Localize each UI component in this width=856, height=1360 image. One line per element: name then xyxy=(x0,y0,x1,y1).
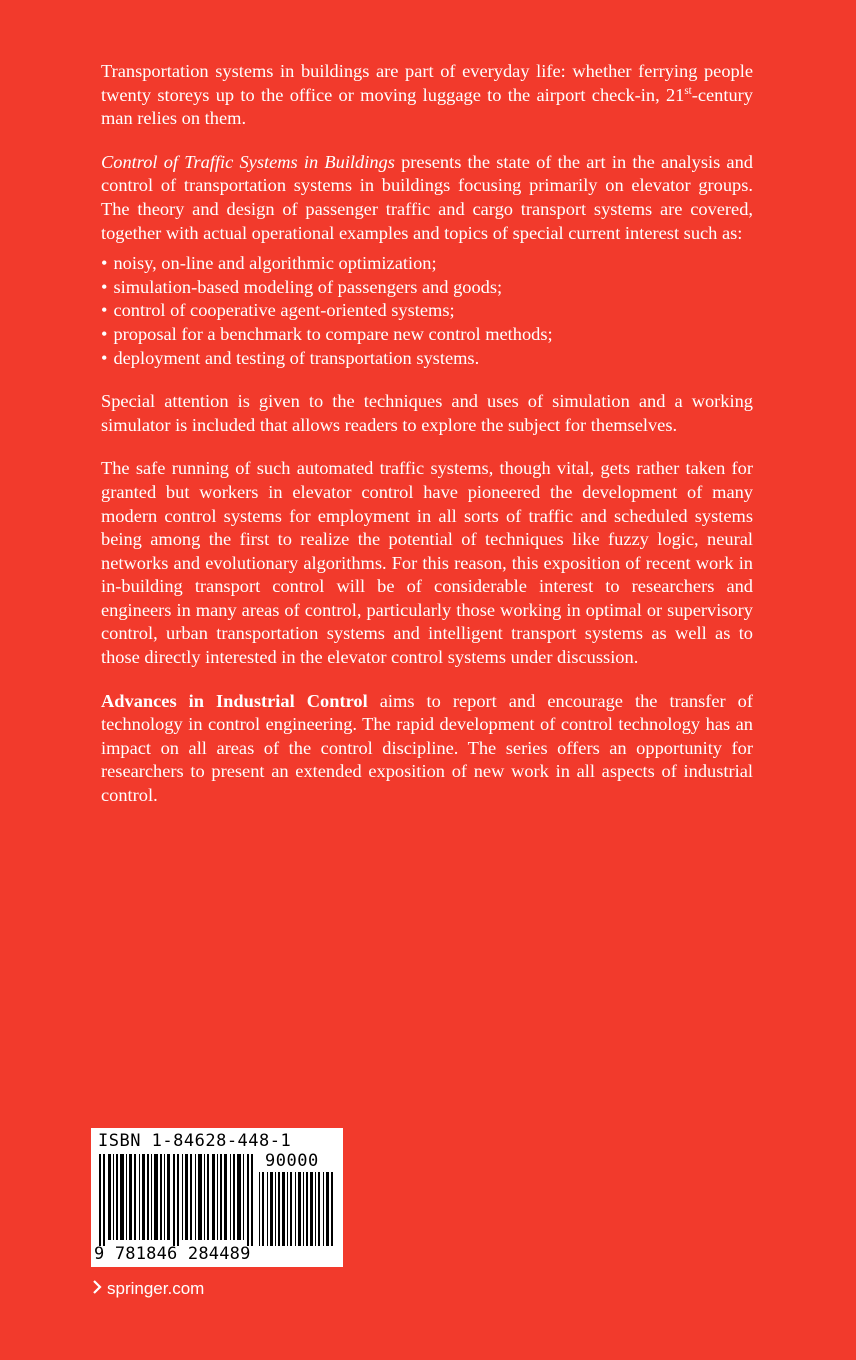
intro-paragraph: Transportation systems in buildings are part of everyday life: whether ferrying people twenty storeys up to the office or moving luggage to the airport check-in, 21st-century man relies on them. xyxy=(101,61,753,129)
addon-price-code: 90000 xyxy=(265,1151,319,1171)
list-item: • proposal for a benchmark to compare new control methods; xyxy=(101,323,553,344)
topics-list xyxy=(101,252,753,370)
summary-paragraph: Control of Traffic Systems in Buildings presents the state of the art in the analysis and control of transportation systems in buildings focusing primarily on elevator groups. The theory and design of passenger traffic and cargo transport systems are covered, together with actual operational examples and topics of special current interest such as: xyxy=(101,151,753,243)
list-item: • deployment and testing of transportation systems. xyxy=(101,347,480,368)
importance-paragraph: The safe running of such automated traffic systems, though vital, gets rather taken for granted but workers in elevator control have pioneered the development of many modern control systems for employment in all sorts of traffic and scheduled systems being among the first to realize the potential of techniques like fuzzy logic, neural networks and evolutionary algorithms. For this reason, this exposition of recent work in in-building transport control will be of considerable interest to researchers and engineers in many areas of control, particularly those working in optimal or supervisory control, urban transportation systems and intelligent transport systems as well as to those directly interested in the elevator control systems under discussion. xyxy=(101,458,753,668)
description xyxy=(101,60,753,828)
list-item: • control of cooperative agent-oriented systems; xyxy=(101,300,455,321)
list-item: • noisy, on-line and algorithmic optimization; xyxy=(101,253,437,274)
series-name: Advances in Industrial Control xyxy=(101,690,368,711)
chevron-right-icon xyxy=(92,1279,102,1299)
book-title: Control of Traffic Systems in Buildings xyxy=(101,151,395,172)
ean-number: 9 781846 284489 xyxy=(94,1244,251,1264)
list-item: • simulation-based modeling of passengers and goods; xyxy=(101,276,503,297)
isbn-label: ISBN 1-84628-448-1 xyxy=(98,1131,292,1151)
addon-bars xyxy=(259,1172,335,1246)
isbn-barcode xyxy=(91,1128,343,1267)
ean-bars xyxy=(99,1154,255,1246)
series-paragraph: Advances in Industrial Control aims to report and encourage the transfer of technology in control engineering. The rapid development of control technology has an impact on all areas of the control discipline. The series offers an opportunity for researchers to present an extended exposition of new work in all aspects of industrial control. xyxy=(101,690,753,806)
publisher-link[interactable] xyxy=(92,1279,204,1299)
publisher-url[interactable]: springer.com xyxy=(107,1279,205,1298)
simulation-paragraph: Special attention is given to the techniques and uses of simulation and a working simulator is included that allows readers to explore the subject for themselves. xyxy=(101,391,753,435)
